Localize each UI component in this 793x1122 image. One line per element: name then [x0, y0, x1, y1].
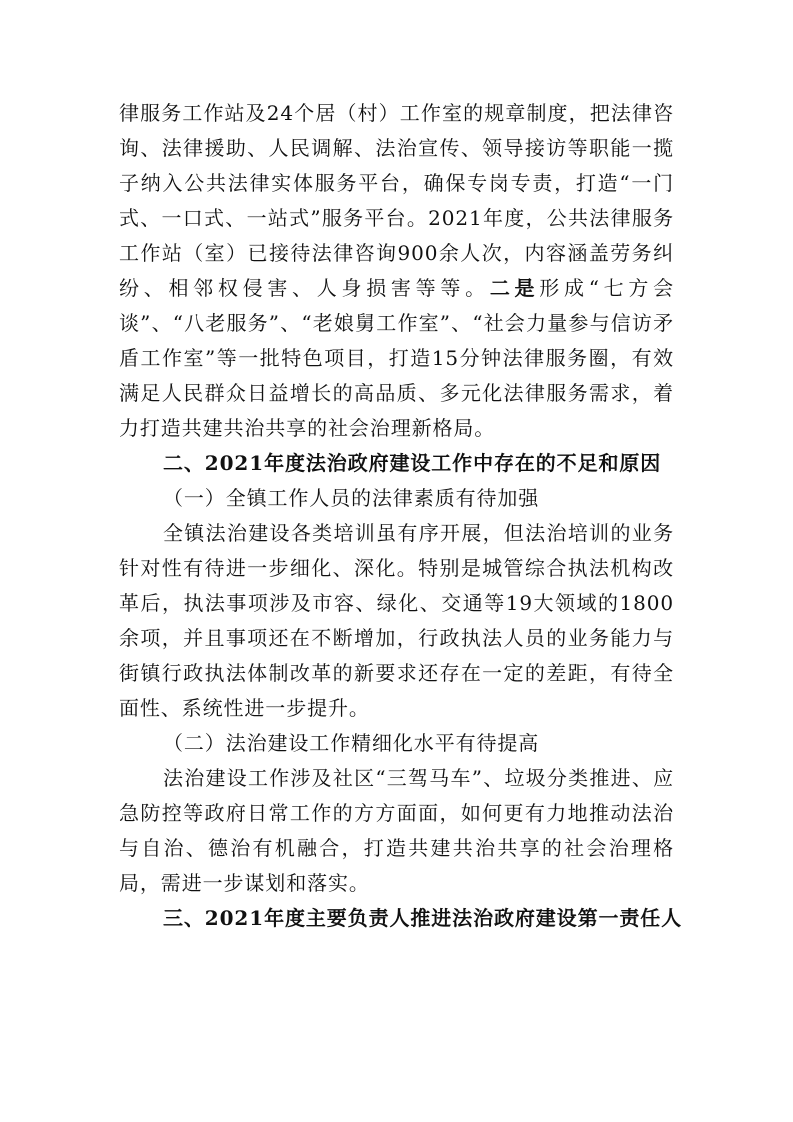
section-2-heading: 二、2021年度法治政府建设工作中存在的不足和原因: [163, 451, 662, 475]
subsection-2-heading: （二）法治建设工作精细化水平有待提高: [163, 731, 540, 755]
section-3-heading: 三、2021年度主要负责人推进法治政府建设第一责任人: [163, 906, 683, 930]
paragraph-text-part-b: 形成“七方会谈”、“八老服务”、“老娘舅工作室”、“社会力量参与信访矛盾工作室”等一批特色项目，打造15分钟法律服务圈，有效满足人民群众日益增长的高品质、多元化法律服务需求，着力打造共建共治共享的社会治理新格局。: [119, 276, 675, 440]
subsection-2-body: 法治建设工作涉及社区“三驾马车”、垃圾分类推进、应急防控等政府日常工作的方方面面，如何更有力地推动法治与自治、德治有机融合，打造共建共治共享的社会治理格局，需进一步谋划和落实。: [119, 766, 674, 895]
subsection-1-heading: （一）全镇工作人员的法律素质有待加强: [163, 486, 540, 510]
subsection-1-body: 全镇法治建设各类培训虽有序开展，但法治培训的业务针对性有待进一步细化、深化。特别是城管综合执法机构改革后，执法事项涉及市容、绿化、交通等19大领域的1800余项，并且事项还在不断增加，行政执法人员的业务能力与街镇行政执法体制改革的新要求还存在一定的差距，有待全面性、系统性进一步提升。: [119, 521, 674, 720]
document-body: [119, 96, 683, 936]
paragraph-text-part-a: 律服务工作站及24个居（村）工作室的规章制度，把法律咨询、法律援助、人民调解、法治宣传、领导接访等职能一揽子纳入公共法律实体服务平台，确保专岗专责，打造“一门式、一口式、一站式”服务平台。2021年度，公共法律服务工作站（室）已接待法律咨询900余人次，内容涵盖劳务纠纷、相邻权侵害、人身损害等等。: [119, 101, 674, 300]
paragraph-public-legal-services: [119, 96, 674, 446]
bold-marker-second: 二是: [489, 276, 540, 300]
